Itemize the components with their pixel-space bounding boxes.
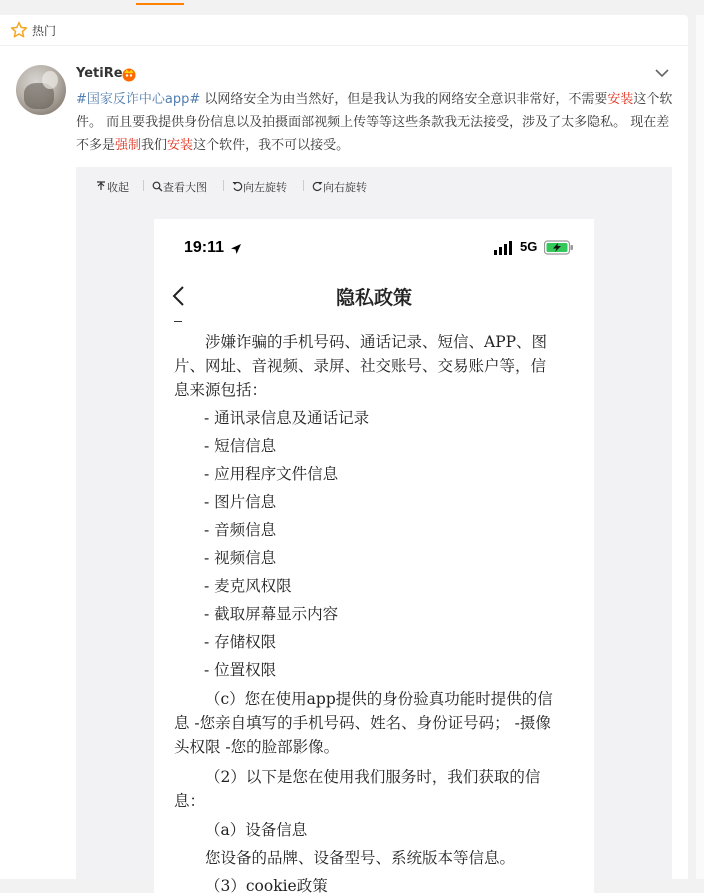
doc-line: （c）您在使用app提供的身份验真功能时提供的信 [205,690,553,708]
chevron-down-icon[interactable] [654,67,670,79]
battery-icon [544,240,574,255]
doc-line: 您设备的品牌、设备型号、系统版本等信息。 [205,849,516,867]
signal-icon [494,241,516,255]
screenshot-image[interactable] [154,219,594,893]
media-toolbar [76,167,672,201]
username[interactable]: YetiRe [76,66,123,81]
rotate-left-icon [232,181,243,192]
star-icon [10,21,28,39]
media-viewer [76,167,672,893]
keyword-link[interactable]: 安装 [607,92,634,107]
keyword-link[interactable]: 强制 [115,138,142,153]
doc-line: - 截取屏幕显示内容 [204,605,339,623]
network-type: 5G [520,239,538,254]
doc-line: - 通讯录信息及通话记录 [204,409,370,427]
doc-line: - 麦克风权限 [204,577,292,595]
doc-line: - 音频信息 [204,521,277,539]
location-arrow-icon [230,243,242,255]
avatar[interactable] [16,65,66,115]
doc-line: （a）设备信息 [205,821,308,839]
doc-line: - 应用程序文件信息 [204,465,339,483]
doc-line: 涉嫌诈骗的手机号码、通话记录、短信、APP、图 [205,333,548,351]
collapse-button[interactable]: 收起 [107,181,129,194]
vip-crown-icon[interactable] [121,66,137,82]
hashtag-link[interactable]: #国家反诈中心app# [76,92,201,107]
feed-card [0,15,688,893]
view-large-button[interactable]: 查看大图 [163,181,207,194]
doc-line: - 图片信息 [204,493,277,511]
doc-line: 息： [174,792,206,810]
doc-line: 头权限 -您的脸部影像。 [174,738,340,756]
rotate-right-icon [312,181,323,192]
status-time: 19:11 [184,239,225,256]
doc-line: （2）以下是您在使用我们服务时，我们获取的信 [205,768,541,786]
collapse-icon [96,181,106,192]
doc-line: - 存储权限 [204,633,277,651]
keyword-link[interactable]: 安装 [167,138,194,153]
status-indicators [494,239,584,257]
right-rail [696,15,704,879]
top-strip [0,0,704,6]
doc-line: （3）cookie政策 [205,877,328,893]
zoom-icon [152,181,163,192]
active-tab-indicator [136,3,184,5]
doc-line: - 短信信息 [204,437,277,455]
doc-line: 息来源包括： [174,381,268,399]
doc-line: - 视频信息 [204,549,277,567]
doc-line: 息 -您亲自填写的手机号码、姓名、身份证号码； -摄像 [174,714,551,732]
page-title: 隐私政策 [335,287,412,309]
doc-line: - 位置权限 [204,661,277,679]
hot-section-label: 热门 [32,24,57,38]
rotate-left-button[interactable]: 向左旋转 [243,181,287,194]
rotate-right-button[interactable]: 向右旋转 [323,181,367,194]
hot-section-header [0,15,688,46]
doc-line: 片、网址、音视频、录屏、社交账号、交易账户等，信 [174,357,547,375]
post-text: #国家反诈中心app# 以网络安全为由当然好，但是我认为我的网络安全意识非常好，不需要安装这个软件。 而且要我提供身份信息以及拍摄面部视频上传等等这些条款我无法接受，涉及了太多隐私。 现在差不多是强制我们安装这个软件，我不可以接受。 [76,92,673,153]
